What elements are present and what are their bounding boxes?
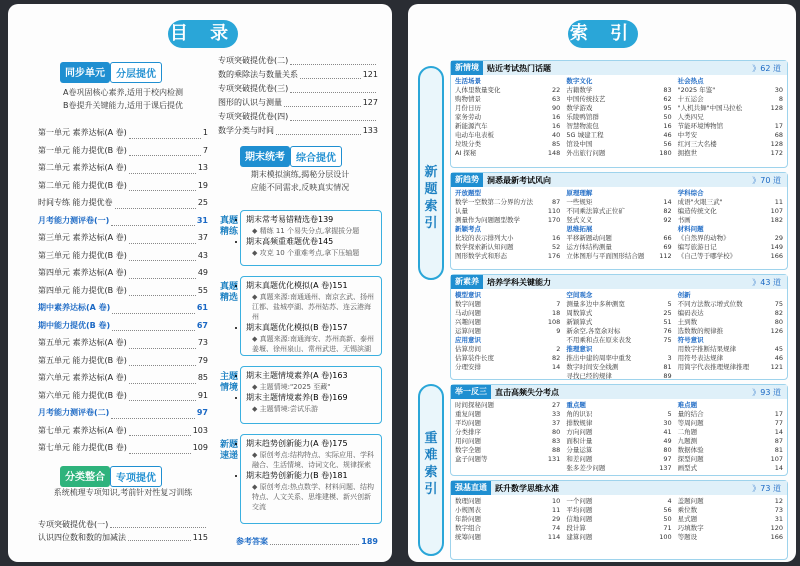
- toc-entry: 第五单元 能力提优(B 卷) 79: [38, 352, 208, 370]
- index-entry: 角的识识 5: [566, 410, 672, 418]
- index-entry: 数学一空数第二分界的方法 87: [455, 198, 561, 206]
- index-entry: 寻找已经的规律 89: [566, 372, 672, 380]
- index-entry: 建算问题 100: [566, 533, 672, 541]
- toc-page: [8, 4, 392, 562]
- section-sync-head: [60, 62, 162, 83]
- index-entry: 信地问题 50: [566, 515, 672, 523]
- index-title: 索 引: [568, 20, 638, 48]
- index-entry: 年龄问题 29: [455, 515, 561, 523]
- index-entry: 方向问题 41: [566, 428, 672, 436]
- index-entry: 思维拓展: [566, 225, 593, 233]
- index-entry: 推出中建的周率中重发 3: [566, 354, 672, 362]
- new-index-side: [418, 66, 444, 280]
- index-entry: 外出旅行问题 180: [566, 149, 672, 157]
- index-entry: 十五运会 8: [677, 95, 783, 103]
- index-entry: 盖题问题 12: [677, 497, 783, 505]
- tag-sync: 同步单元: [60, 62, 110, 83]
- toc-special-list-1: [38, 518, 208, 544]
- tag-comprehensive: 综合提优: [290, 146, 342, 167]
- answer-entry: 参考答案 189: [236, 537, 378, 546]
- index-entry: 二角题 14: [677, 428, 783, 436]
- index-panel-header: [451, 275, 787, 289]
- index-entry: 张多差少问题 137: [566, 464, 672, 472]
- index-entry: 空间观念: [566, 291, 593, 299]
- index-entry: 用数字推断结果规律 45: [677, 345, 783, 353]
- index-entry: 新颖考点: [455, 225, 481, 233]
- toc-entry: 第六单元 素养达标(A 卷) 85: [38, 369, 208, 387]
- index-entry: 数字全题 88: [455, 446, 561, 454]
- index-entry: 测量多边中多种测宽 5: [566, 300, 672, 308]
- index-entry: 拥抱世 172: [677, 149, 783, 157]
- index-entry: 用符号表达规律 46: [677, 354, 783, 362]
- index-entry: 编码表达 82: [677, 309, 783, 317]
- index-entry: 原理理解: [566, 189, 593, 197]
- section-final-note: 期末模拟演练,揭秘分层设计 应能不同需求,反映真实情况: [250, 170, 350, 192]
- index-side-char: 难: [424, 448, 438, 463]
- index-entry: 中考安 68: [677, 131, 783, 139]
- index-entry: 月份日历 90: [455, 104, 561, 112]
- index-entry: 段计算 71: [566, 524, 672, 532]
- index-panel-header: [451, 481, 787, 495]
- index-panel-title: 直击高频失分考点: [495, 387, 559, 397]
- index-panel-label: 强基直通: [451, 481, 491, 495]
- index-entry: 一些规矩 14: [566, 198, 672, 206]
- toc-entry: 第五单元 素养达标(A 卷) 73: [38, 334, 208, 352]
- index-entry: 选数数的规律推 126: [677, 327, 783, 335]
- index-entry: 排数规律 30: [566, 419, 672, 427]
- index-entry: 分量运算 80: [566, 446, 672, 454]
- index-panel-label: 新趋势: [451, 173, 483, 187]
- index-side-char: 新: [424, 165, 438, 180]
- toc-entry: 第四单元 能力提优(B 卷) 55: [38, 282, 208, 300]
- group-side-label: 主题情境: [219, 372, 238, 393]
- group-box: [240, 276, 382, 356]
- index-entry: 兴趣问题 108: [455, 318, 561, 326]
- index-panel-label: 新素养: [451, 275, 483, 289]
- index-entry: 家务劳动 16: [455, 113, 561, 121]
- index-panel-header: [451, 61, 787, 75]
- index-panel-title: 贴近考试热门话题: [487, 63, 551, 73]
- index-entry: 电动车电表板 40: [455, 131, 561, 139]
- toc-entry: 月考能力测评卷(二) 97: [38, 404, 208, 422]
- index-entry: 编造传统文化 107: [677, 207, 783, 215]
- toc-unit-list: [38, 124, 208, 457]
- index-entry: 材料问题: [677, 225, 704, 233]
- index-entry: 立体图形与平面图形结合题 112: [566, 252, 672, 260]
- index-entry: 馆设中国 56: [566, 140, 672, 148]
- index-entry: 竖式义义 92: [566, 216, 672, 224]
- index-side-char: 引: [424, 216, 438, 231]
- index-entry: 《自然界的动物》 29: [677, 234, 783, 242]
- index-entry: 平均问题 37: [455, 419, 561, 427]
- toc-entry: 专项突破提优卷(三): [218, 82, 378, 96]
- index-entry: 画型式 14: [677, 464, 783, 472]
- index-entry: 成语"火眼三武" 11: [677, 198, 783, 206]
- toc-entry: 图形的认识与测量 127: [218, 98, 378, 107]
- index-entry: 图形数学式和形态 176: [455, 252, 561, 260]
- toc-title: 目 录: [168, 20, 238, 48]
- index-entry: 周数算式 25: [566, 309, 672, 317]
- index-page: [408, 4, 796, 562]
- toc-entry: 专项突破提优卷(一): [38, 518, 208, 531]
- index-entry: 开放题型: [455, 189, 481, 197]
- index-panel-label: 举一反三: [451, 385, 491, 399]
- index-entry: 符号意识: [677, 336, 704, 344]
- tag-layer: 分层提优: [110, 62, 162, 83]
- index-entry: 垃圾分类 85: [455, 140, 561, 148]
- index-entry: 新能源汽车 16: [455, 122, 561, 130]
- toc-entry: • 期末真题优化模拟(A 卷)151: [246, 280, 376, 292]
- index-entry: 人体里数量变化 22: [455, 86, 561, 94]
- index-panel: [450, 172, 788, 270]
- index-entry: 测量作为问题题型教学 170: [455, 216, 561, 224]
- index-entry: 社会热点: [677, 77, 704, 85]
- index-entry: 数字时间安全线测 81: [566, 363, 672, 371]
- index-entry: 数学探索新认知问题 52: [455, 243, 561, 251]
- index-side-char: 引: [424, 482, 438, 497]
- index-entry: 数理问题 10: [455, 497, 561, 505]
- index-entry: "人机共舞"中国马拉松 128: [677, 104, 783, 112]
- index-side-char: 重: [424, 431, 438, 446]
- index-panel-count: 》93 道: [752, 387, 781, 397]
- index-entry: 时间探秘问题 27: [455, 401, 561, 409]
- toc-entry: 第二单元 能力提优(B 卷) 19: [38, 177, 208, 195]
- group-item-note: ◆ 真题来源:南通通州、南京玄武、扬州江都、盐城亭湖、苏州姑苏、连云港海州: [252, 293, 374, 321]
- section-final-head: [240, 146, 342, 167]
- index-side-char: 题: [424, 182, 438, 197]
- index-entry: 量的结合 17: [677, 410, 783, 418]
- index-panel-title: 洞悉最新考试风向: [487, 175, 551, 185]
- toc-special-list-2: [218, 54, 378, 138]
- index-side-char: 索: [424, 465, 438, 480]
- index-panel: [450, 480, 788, 560]
- toc-entry: • 期末高频重难题优卷145: [246, 236, 376, 248]
- toc-entry: 第四单元 素养达标(A 卷) 49: [38, 264, 208, 282]
- index-entry: 平均问题 56: [566, 506, 672, 514]
- index-entry: 用简字代表推理规律推理 121: [677, 363, 783, 371]
- toc-entry: 认识四位数和数的加减法 115: [38, 533, 208, 542]
- index-panel-header: [451, 173, 787, 187]
- index-entry: 平移新题动问题 66: [566, 234, 672, 242]
- key-index-side: [418, 384, 444, 556]
- index-entry: 编写旅游日记 149: [677, 243, 783, 251]
- group-side-label: 真题精练: [219, 216, 238, 237]
- index-entry: 数据体验 81: [677, 446, 783, 454]
- index-entry: 创新: [677, 291, 691, 299]
- toc-entry: 期中能力提优(B 卷) 67: [38, 317, 208, 335]
- index-entry: 数字问题 7: [455, 300, 561, 308]
- group-item-note: ◆ 原创考点:热点数学、材料问题、结构特点、人文关系、思维建模、新兴创新交流: [252, 483, 374, 511]
- toc-entry: • 期末常考易错精选卷139: [246, 214, 376, 226]
- index-entry: 人类四兄: [677, 113, 704, 121]
- toc-entry: • 期末主题情境素养(B 卷)169: [246, 392, 376, 404]
- index-entry: 乘位数 73: [677, 506, 783, 514]
- toc-entry: 第二单元 素养达标(A 卷) 13: [38, 159, 208, 177]
- tag-classify: 分类整合: [60, 466, 110, 487]
- index-panel-title: 跃升数学思维水准: [495, 483, 559, 493]
- index-panel-label: 新情境: [451, 61, 483, 75]
- toc-entry: • 期末趋势创新能力(B 卷)181: [246, 470, 376, 482]
- index-entry: 小规图表 11: [455, 506, 561, 514]
- group-item-note: ◆ 主题情境:"2025 至藏": [252, 383, 331, 391]
- index-entry: 重复问题 33: [455, 410, 561, 418]
- index-entry: 数学游戏 95: [566, 104, 672, 112]
- index-entry: 等周问题 77: [677, 419, 783, 427]
- index-entry: 推理意识: [566, 345, 593, 353]
- index-entry: 节能环境博物馆 17: [677, 122, 783, 130]
- index-entry: 新颖算式 51: [566, 318, 672, 326]
- index-entry: 购物情景 63: [455, 95, 561, 103]
- index-entry: 书画 182: [677, 216, 783, 224]
- index-entry: 应用意识: [455, 336, 481, 344]
- index-entry: 新余空,各宽余对标 76: [566, 327, 672, 335]
- index-entry: 运方体结构测量 69: [566, 243, 672, 251]
- toc-entry: • 期末趋势创新能力(A 卷)175: [246, 438, 376, 450]
- group-side-label: 新题速递: [219, 440, 238, 461]
- index-entry: 探型问题 107: [677, 455, 783, 463]
- index-entry: 和差问题 97: [566, 455, 672, 463]
- index-entry: 一个问题 4: [566, 497, 672, 505]
- index-entry: 乐陵鸭馆群 50: [566, 113, 672, 121]
- toc-entry: 第一单元 素养达标(A 卷) 1: [38, 124, 208, 142]
- toc-entry: 第七单元 素养达标(A 卷) 103: [38, 422, 208, 440]
- index-entry: 模型意识: [455, 291, 481, 299]
- index-entry: 数字文化: [566, 77, 593, 85]
- index-entry: 古籍数学 83: [566, 86, 672, 94]
- toc-entry: 时间专练 能力提优卷 25: [38, 194, 208, 212]
- group-box: [240, 434, 382, 524]
- index-entry: 中国传统技艺 62: [566, 95, 672, 103]
- index-entry: 《自己等于哪学校》 166: [677, 252, 783, 260]
- index-entry: 分类排序 80: [455, 428, 561, 436]
- index-entry: 分理安排 14: [455, 363, 561, 371]
- group-box: [240, 366, 382, 424]
- toc-entry: 第七单元 能力提优(B 卷) 109: [38, 439, 208, 457]
- section-special-note: 系统梳理专项知识,考前针对性复习训练: [53, 488, 193, 497]
- index-entry: 星式题 31: [677, 515, 783, 523]
- index-panel: [450, 384, 788, 476]
- index-entry: 土到数 80: [677, 318, 783, 326]
- tag-final: 期末统考: [240, 146, 290, 167]
- index-entry: 重点题: [566, 401, 586, 409]
- section-sync-note: A卷巩固核心素养,适用于校内检测 B卷提升关键能力,适用于课后提优: [62, 88, 184, 110]
- index-panel-count: 》62 道: [752, 63, 781, 73]
- index-panel-header: [451, 385, 787, 399]
- toc-entry: 专项突破提优卷(二): [218, 54, 378, 68]
- index-entry: 统筹问题 114: [455, 533, 561, 541]
- index-entry: 九题测 87: [677, 437, 783, 445]
- group-item-note: ◆ 真题来源:南通海安、苏州高新、泰州姜堰、徐州泉山、常州武进、无锡滨湖: [252, 335, 374, 353]
- toc-entry: 第一单元 能力提优(B 卷) 7: [38, 142, 208, 160]
- group-item-note: ◆ 主题情境:尝试乐游: [252, 405, 318, 413]
- toc-entry: 月考能力测评卷(一) 31: [38, 212, 208, 230]
- index-panel-count: 》70 道: [752, 175, 781, 185]
- index-entry: 数字组合 74: [455, 524, 561, 532]
- toc-entry: 专项突破提优卷(四): [218, 110, 378, 124]
- index-panel: [450, 60, 788, 168]
- index-entry: 估算装件长度 82: [455, 354, 561, 362]
- toc-entry: • 期末真题优化模拟(B 卷)157: [246, 322, 376, 334]
- toc-entry: 数学分类与时间 133: [218, 126, 378, 135]
- index-entry: "2025 年鉴" 30: [677, 86, 783, 94]
- group-item-note: ◆ 精练 11 个易失分点,掌握拔分题: [252, 227, 360, 235]
- index-entry: 学科综合: [677, 189, 704, 197]
- index-entry: 生活场景: [455, 77, 481, 85]
- index-entry: 面积计量 49: [566, 437, 672, 445]
- index-entry: 盒子问题等 131: [455, 455, 561, 463]
- toc-entry: 第三单元 素养达标(A 卷) 37: [38, 229, 208, 247]
- index-entry: 等题设 166: [677, 533, 783, 541]
- index-entry: 运算问题 9: [455, 327, 561, 335]
- index-panel-count: 》73 道: [752, 483, 781, 493]
- index-entry: 难点题: [677, 401, 698, 409]
- toc-entry: • 期末主题情境素养(A 卷)163: [246, 370, 376, 382]
- index-entry: 马动问题 18: [455, 309, 561, 317]
- index-panel-count: 》43 道: [752, 277, 781, 287]
- group-item-note: ◆ 原创考点:结构特点、实际应用、学科融合、生活情境、诗词文化、规律探索: [252, 451, 374, 469]
- index-entry: 巧填数字 120: [677, 524, 783, 532]
- index-entry: 比较的表示排列大小 16: [455, 234, 561, 242]
- index-entry: 用问问题 83: [455, 437, 561, 445]
- tag-special: 专项提优: [110, 466, 162, 487]
- index-entry: 红河三大名楼 128: [677, 140, 783, 148]
- index-entry: 5G 城建工程 46: [566, 131, 672, 139]
- index-entry: 不同方法数示增式位数 75: [677, 300, 783, 308]
- index-entry: 不用乘和点在原来表发 75: [566, 336, 672, 344]
- toc-entry: 期中素养达标(A 卷) 61: [38, 299, 208, 317]
- index-entry: 估算房间 2: [455, 345, 561, 353]
- group-item-note: ◆ 攻克 10 个重难考点,拿下压轴题: [252, 249, 360, 257]
- toc-entry: 第三单元 能力提优(B 卷) 43: [38, 247, 208, 265]
- group-box: [240, 210, 382, 266]
- toc-entry: 数的乘除法与数量关系 121: [218, 70, 378, 79]
- index-entry: 认量 110: [455, 207, 561, 215]
- index-entry: 智慧物流包 16: [566, 122, 672, 130]
- section-special-head: [60, 466, 162, 487]
- index-entry: AI 探秘 148: [455, 149, 561, 157]
- index-side-char: 索: [424, 199, 438, 214]
- group-side-label: 真题精选: [219, 282, 238, 303]
- index-entry: 不同乘法算式正位矿 82: [566, 207, 672, 215]
- toc-entry: 第六单元 能力提优(B 卷) 91: [38, 387, 208, 405]
- index-panel: [450, 274, 788, 380]
- index-panel-title: 培养学科关键能力: [487, 277, 551, 287]
